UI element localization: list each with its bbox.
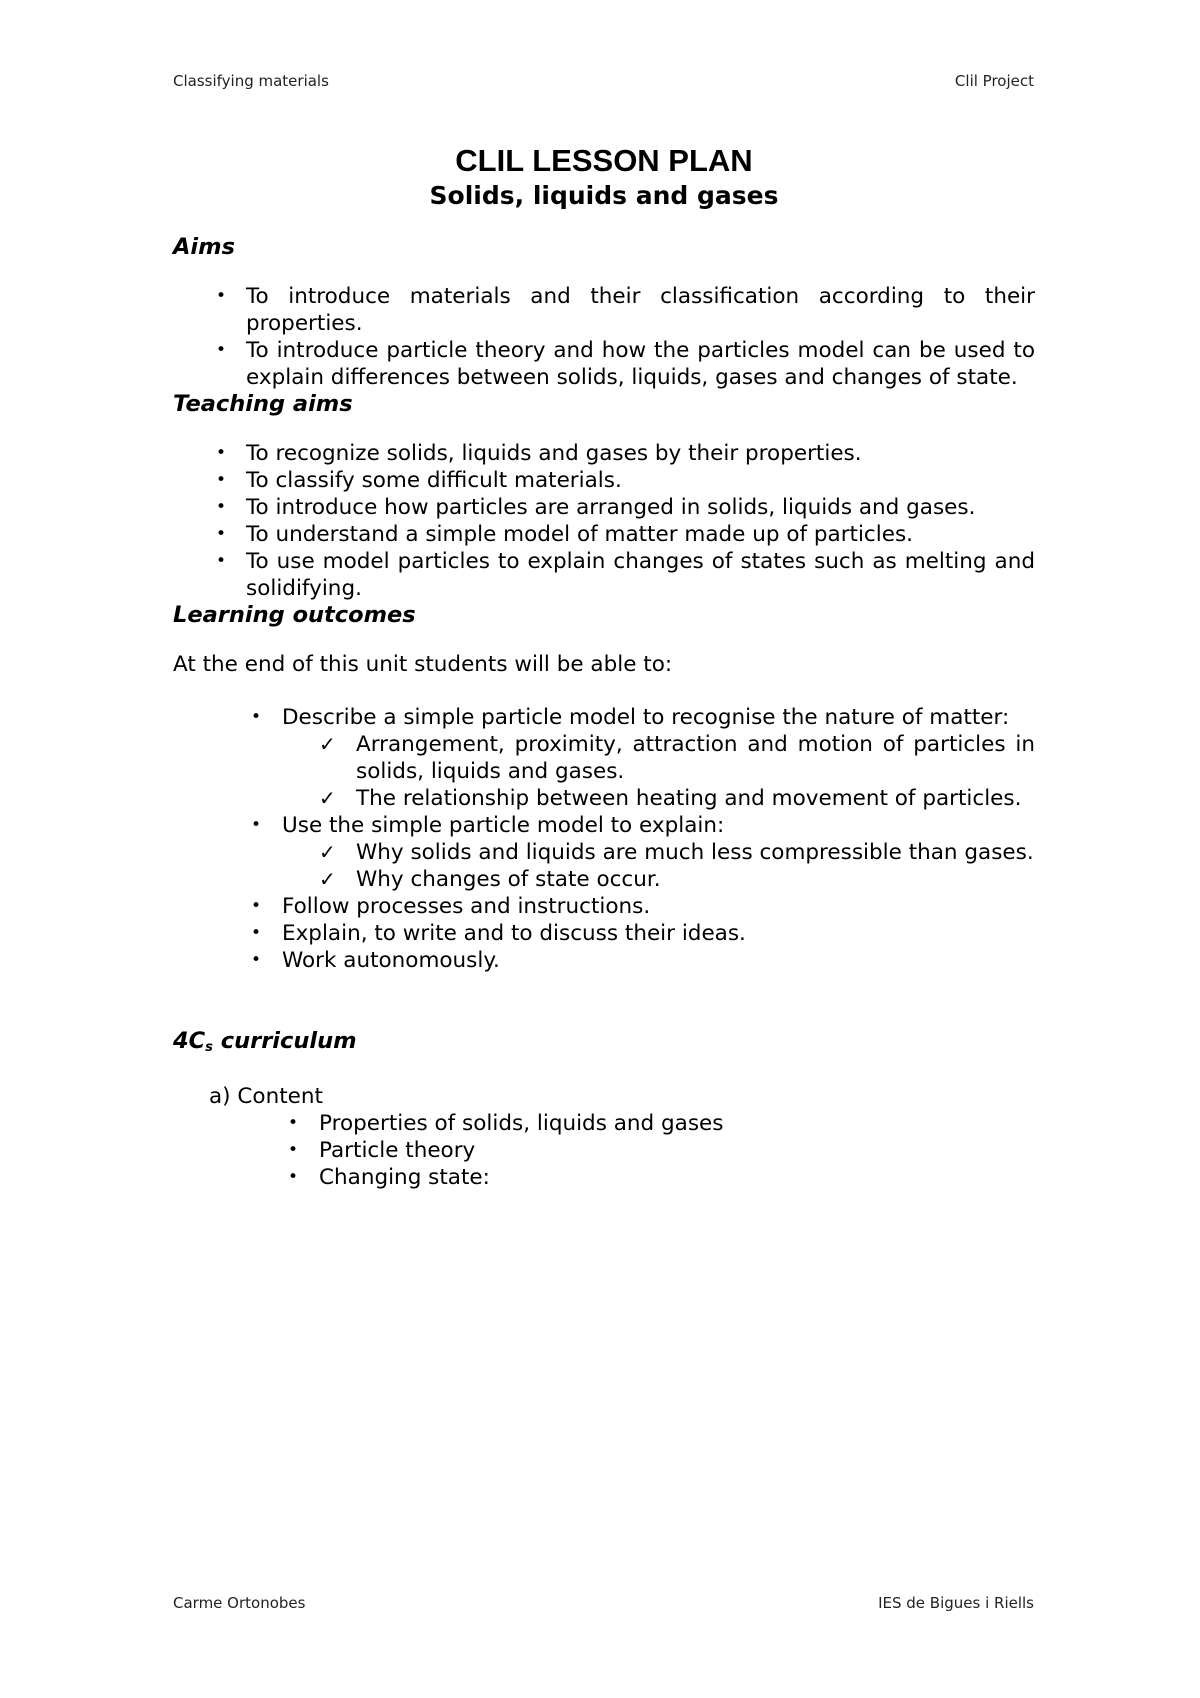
list-item [173, 947, 1035, 974]
list-item-text: To introduce particle theory and how the particles model can be used to explain differences between solids, liquids, gases and changes of state. [246, 338, 1035, 390]
bullet-icon: • [216, 286, 227, 306]
content-subheading: a) Content [209, 1084, 323, 1109]
check-item-text: The relationship between heating and movement of particles. [356, 786, 1022, 811]
check-item [173, 785, 1035, 812]
check-item [173, 731, 1035, 785]
curriculum-heading [173, 1028, 1035, 1061]
list-item [173, 893, 1035, 920]
list-item [173, 548, 1035, 602]
checkmark-icon: ✓ [319, 786, 336, 810]
list-item-text: To recognize solids, liquids and gases by their properties. [246, 441, 862, 466]
bullet-icon: • [216, 443, 227, 463]
checkmark-icon: ✓ [319, 732, 336, 756]
check-item [173, 866, 1035, 893]
bullet-icon: • [251, 923, 262, 943]
bullet-icon: • [251, 896, 262, 916]
list-item [173, 283, 1035, 337]
check-item-text: Arrangement, proximity, attraction and motion of particles in solids, liquids and gases. [356, 732, 1035, 784]
aims-list [173, 283, 1035, 391]
bullet-icon: • [216, 340, 227, 360]
checkmark-icon: ✓ [319, 840, 336, 864]
list-item [173, 521, 1035, 548]
list-item-text: To use model particles to explain changes of states such as melting and solidifying. [246, 549, 1035, 601]
bullet-icon: • [288, 1167, 299, 1187]
list-item-text: Changing state: [319, 1165, 490, 1190]
list-item-text: Follow processes and instructions. [282, 894, 651, 919]
outcomes-group-2 [173, 812, 1035, 839]
list-item [173, 1164, 1035, 1191]
outcomes-other-list [173, 893, 1035, 974]
header-left: Classifying materials [173, 72, 329, 90]
list-item-text: To introduce materials and their classification according to their properties. [246, 284, 1035, 336]
curriculum-heading-sub: s [205, 1040, 213, 1055]
list-item [173, 440, 1035, 467]
check-item [173, 839, 1035, 866]
list-item [173, 812, 1035, 839]
list-item [173, 494, 1035, 521]
bullet-icon: • [216, 524, 227, 544]
learning-outcomes-heading: Learning outcomes [173, 602, 416, 628]
bullet-icon: • [288, 1113, 299, 1133]
list-item-text: To classify some difficult materials. [246, 468, 622, 493]
teaching-aims-list [173, 440, 1035, 602]
list-item [173, 467, 1035, 494]
bullet-icon: • [216, 551, 227, 571]
list-item-text: Properties of solids, liquids and gases [319, 1111, 724, 1136]
bullet-icon: • [216, 470, 227, 490]
header-right: Clil Project [954, 72, 1034, 90]
page-content [173, 142, 1035, 1191]
curriculum-content-list [173, 1110, 1035, 1191]
list-item [173, 1137, 1035, 1164]
learning-outcomes-intro: At the end of this unit students will be able to: [173, 652, 673, 677]
list-item [173, 337, 1035, 391]
list-item-text: Describe a simple particle model to recognise the nature of matter: [282, 705, 1010, 730]
bullet-icon: • [216, 497, 227, 517]
check-item-text: Why solids and liquids are much less compressible than gases. [356, 840, 1034, 865]
list-item-text: Work autonomously. [282, 948, 500, 973]
page-title: CLIL LESSON PLAN [455, 143, 753, 178]
outcomes-group-1-checks [173, 731, 1035, 812]
list-item-text: Use the simple particle model to explain: [282, 813, 725, 838]
footer-left: Carme Ortonobes [173, 1594, 306, 1612]
list-item [173, 704, 1035, 731]
outcomes-group-1 [173, 704, 1035, 731]
list-item [173, 920, 1035, 947]
bullet-icon: • [251, 815, 262, 835]
curriculum-heading-main: 4C [173, 1028, 206, 1054]
curriculum-heading-tail: curriculum [212, 1028, 357, 1054]
list-item-text: To understand a simple model of matter made up of particles. [246, 522, 913, 547]
bullet-icon: • [251, 707, 262, 727]
checkmark-icon: ✓ [319, 867, 336, 891]
bullet-icon: • [288, 1140, 299, 1160]
list-item [173, 1110, 1035, 1137]
teaching-aims-heading: Teaching aims [173, 391, 353, 417]
bullet-icon: • [251, 950, 262, 970]
outcomes-group-2-checks [173, 839, 1035, 893]
list-item-text: Explain, to write and to discuss their ideas. [282, 921, 746, 946]
list-item-text: To introduce how particles are arranged in solids, liquids and gases. [246, 495, 976, 520]
footer-right: IES de Bigues i Riells [878, 1594, 1034, 1612]
list-item-text: Particle theory [319, 1138, 476, 1163]
aims-heading: Aims [173, 234, 235, 260]
page-subtitle: Solids, liquids and gases [429, 181, 779, 210]
check-item-text: Why changes of state occur. [356, 867, 661, 892]
